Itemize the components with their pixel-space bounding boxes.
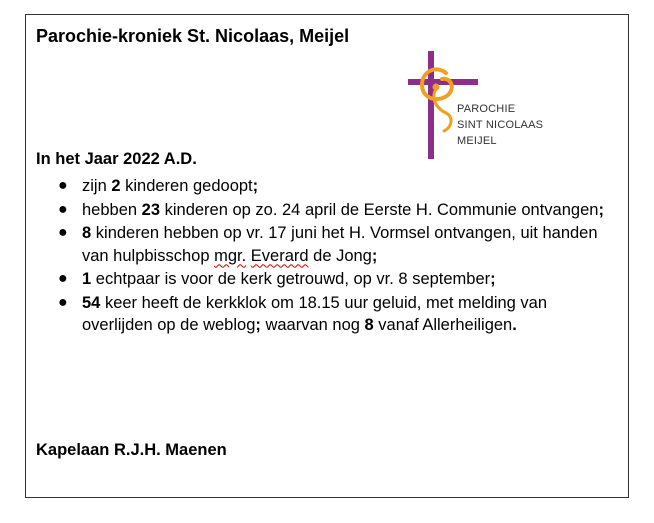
list-item: ● 54 keer heeft de kerkklok om 18.15 uur geluid, met melding van overlijden op de weblog; waarvan nog 8 vanaf Allerheiligen. [58, 293, 548, 334]
logo-line-meijel: MEIJEL [457, 135, 497, 147]
bullet-icon: ● [58, 200, 68, 218]
list-item: ● zijn 2 kinderen gedoopt; [36, 175, 616, 198]
list-item: ● 8 kinderen hebben op vr. 17 juni het H. Vormsel ontvangen, uit handen van hulpbisschop mgr. Everard de Jong; [58, 224, 598, 265]
bullet-icon: ● [58, 177, 68, 194]
bullet-icon: ● [58, 270, 68, 287]
bullet-icon: ● [58, 224, 68, 241]
bullet-icon: ● [58, 293, 68, 311]
logo-line-parochie: PAROCHIE [457, 103, 516, 115]
spellcheck-word: mgr. [214, 246, 247, 265]
list-item: ● 1 echtpaar is voor de kerk getrouwd, op vr. 8 september; [36, 268, 616, 291]
logo-line-sint-nicolaas: SINT NICOLAAS [457, 119, 544, 131]
logo-text [457, 101, 543, 149]
document-frame [25, 14, 629, 498]
spellcheck-word: Everard [250, 246, 309, 265]
list-item: ● hebben 23 kinderen op zo. 24 april de Eerste H. Communie ontvangen; [36, 199, 616, 222]
signature: Kapelaan R.J.H. Maenen [36, 441, 227, 459]
parish-logo [408, 51, 558, 159]
chronicle-list [36, 175, 616, 338]
year-heading: In het Jaar 2022 A.D. [36, 150, 197, 168]
document-title: Parochie-kroniek St. Nicolaas, Meijel [36, 26, 350, 46]
